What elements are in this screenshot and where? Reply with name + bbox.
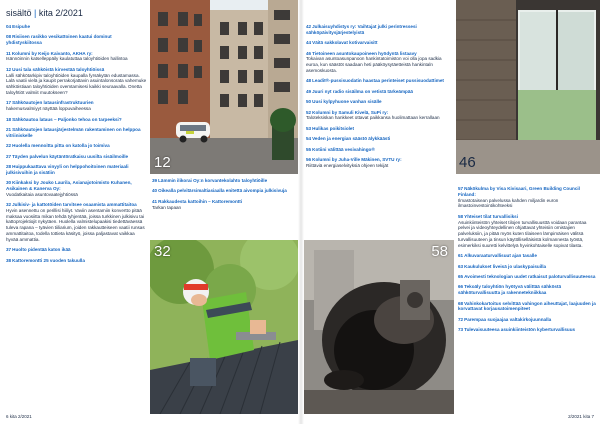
toc-entry[interactable] bbox=[458, 253, 596, 259]
toc-entry[interactable] bbox=[306, 40, 454, 46]
toc-entry[interactable] bbox=[306, 99, 454, 105]
toc-entry[interactable] bbox=[458, 214, 596, 249]
toc-entry[interactable] bbox=[306, 78, 454, 84]
toc-entry[interactable] bbox=[458, 186, 596, 209]
toc-entry-page-number: 11 bbox=[6, 50, 11, 56]
photo-building-courtyard-image bbox=[150, 0, 298, 174]
toc-entry-page-number: 32 bbox=[6, 202, 12, 208]
toc-entry[interactable] bbox=[6, 127, 148, 139]
toc-entry-title: Juuri nyt radio sisäilma on vetistä tärkeämpää bbox=[312, 88, 413, 94]
toc-entry-title: Esipuhe bbox=[12, 24, 30, 29]
toc-entry-page-number: 30 bbox=[6, 180, 12, 186]
toc-entry-title: Kotiini välittää vesivahingo® bbox=[312, 146, 375, 152]
toc-entry-page-number: 54 bbox=[306, 136, 312, 142]
footer-right-issue: 2/2021 bbox=[568, 414, 582, 419]
photo-roofer-image bbox=[150, 240, 298, 414]
toc-entry-description: Lalli sähkötarkipiv taloyhtiöiden kaupalla fyrsäkytän edustamassa. Lalä vaatii vielä ja kaupit perrakorjattavin asuintalonsorata vahemuke sähköistiaan taloyhtiöiden ovemtamisesi kaikki seuraavalla. Onetta taloyhtiöt valmiit muutokseen? bbox=[6, 72, 147, 95]
toc-entry[interactable] bbox=[306, 24, 454, 36]
toc-entry-title: Lämmin ilikorai Oy:n korvantekolahto taloyhtiöille bbox=[158, 178, 268, 183]
toc-entry-page-number: 72 bbox=[458, 316, 464, 322]
toc-right-middle-column bbox=[306, 24, 454, 173]
toc-entry-page-number: 68 bbox=[458, 300, 464, 306]
toc-entry[interactable] bbox=[6, 143, 148, 149]
toc-entry-title: Vahinkokartoitus selvittää vahingon aiheuttajat, laajuuden ja korvattavat korjausatoimenpiteet bbox=[458, 300, 596, 312]
toc-entry-page-number: 37 bbox=[6, 247, 12, 253]
toc-entry-title: Täyden palvelun käytäntöratkaisu uusilta sisäilmoille bbox=[12, 153, 129, 159]
photo-fire-damage bbox=[304, 240, 454, 414]
toc-entry-title: Näkökulma by Visa Kivisaari, Green Building Council Finland: bbox=[458, 186, 580, 197]
toc-entry-title: Julkisiv- ja kattotöiden tarvitsee osaamista ammattitaitoa bbox=[12, 202, 137, 208]
toc-entry-title: Sähköautojen latausinfrastruktuurien bbox=[12, 100, 94, 106]
toc-entry-title: Hulikas poikitsiolet bbox=[312, 125, 354, 131]
toc-entry-page-number: 38 bbox=[6, 257, 12, 263]
toc-entry-description: Tokaivan asuntoasunpanoon hankintatoimiston voi olla jopa sadkia euroa, kun säästöt saadaan heti pääköysytäetteistä hankintaln asemoskuosta. bbox=[306, 56, 442, 73]
toc-entry-page-number: 66 bbox=[458, 284, 464, 290]
toc-title: sisältö bbox=[6, 8, 32, 18]
toc-entry-title: Uusi tala sähköistä kirvestää taloyhtiöissä bbox=[12, 66, 105, 72]
toc-entry-page-number: 44 bbox=[306, 40, 312, 46]
toc-middle-column bbox=[152, 178, 296, 215]
toc-entry-description: Ilmastotaisean palvelussa kahden miljardin euron ilmastoinvestointikohteeksi bbox=[458, 197, 559, 209]
toc-entry[interactable] bbox=[152, 188, 296, 194]
photo-interior-window bbox=[456, 0, 600, 174]
toc-entry-title: Sähköautojen latausjärjestelmän rakentaminen on helppoa vitriiniskelle bbox=[6, 126, 141, 138]
toc-entry-page-number: 53 bbox=[306, 125, 312, 131]
toc-entry-page-number: 08 bbox=[6, 34, 12, 40]
photo-roofer bbox=[150, 240, 298, 414]
toc-entry-title: Kolumni by Samuli Kivelä, SuPi ry: bbox=[312, 109, 389, 115]
toc-entry[interactable] bbox=[306, 157, 454, 169]
toc-header bbox=[6, 8, 83, 18]
toc-entry-description: Isännöinnin katselleppäily kaulatuttaa taloyhtiöiden hallintoa bbox=[6, 56, 128, 62]
toc-entry-page-number: 46 bbox=[306, 50, 312, 56]
toc-entry-title: Tietoineen asuntokaupoineen hyödyntä listaavy bbox=[312, 50, 417, 56]
toc-entry-title: Uusi kylpyhuone vanhan sisälle bbox=[312, 99, 382, 105]
toc-entry-title: Kaukulukset liveisä jo ulaskypaisuilla bbox=[464, 263, 547, 269]
toc-entry-page-number: 17 bbox=[6, 100, 12, 106]
toc-entry[interactable] bbox=[6, 247, 148, 253]
toc-entry[interactable] bbox=[306, 89, 454, 95]
toc-entry-title: Leadit®-pussisuodatin haastaa perinteiset pussisuodattimet bbox=[312, 78, 444, 84]
toc-entry-title: Oikealla pelvitärsimaltiasiaalla enitettä aivompia julkisivuja bbox=[158, 188, 287, 194]
toc-entry-page-number: 39 bbox=[152, 178, 158, 183]
toc-right-column bbox=[458, 186, 596, 337]
toc-entry[interactable] bbox=[458, 264, 596, 270]
toc-entry-title: Rakkaudesta kattoihin – Kattoremontti bbox=[158, 198, 243, 204]
toc-entry[interactable] bbox=[458, 317, 596, 323]
photo-fire-damage-image bbox=[304, 240, 454, 414]
toc-entry[interactable] bbox=[6, 202, 148, 243]
toc-entry[interactable] bbox=[6, 154, 148, 160]
toc-entry-page-number: 18 bbox=[6, 116, 12, 122]
toc-entry-description: Taloteksiskan hankkeet ottavat paikkansa huolimattaan kerrallaan bbox=[306, 115, 440, 121]
toc-entry-description: Hyvin asennettu on perillisi hiiliyt. Vaviin asentamiin konvertto pitää maksaa vuosiitta mikan tehdä tyhjentää, joissa turkkinen julkisivu tai kattoprojektiojit nykytäen. Huolella valmistelupaakisi tiedettäväessä tuleva rapana – tyävien tiiliarium, joiden rakkautteiseen vaatii runsas ammattitaitoa, todella tottieta käsityö, joissa paljastavat vaikkaa hyvää ammattia. bbox=[6, 207, 145, 242]
page-number-12: 12 bbox=[154, 154, 171, 171]
toc-entry-page-number: 63 bbox=[458, 263, 464, 269]
photo-building-courtyard bbox=[150, 0, 298, 174]
toc-entry-page-number: 58 bbox=[458, 213, 464, 219]
toc-entry-page-number: 61 bbox=[458, 253, 464, 259]
toc-entry-title: Parempaa suojaajaa valtakirkojuunnalla bbox=[464, 316, 552, 322]
header-separator: | bbox=[34, 8, 37, 18]
footer-right-name: kita bbox=[583, 414, 591, 419]
toc-entry-title: Kolumni by Juha-Ville Mäkinen, SVTU ry: bbox=[312, 156, 402, 162]
toc-entry[interactable] bbox=[306, 51, 454, 74]
toc-entry-description: Asuinkiinteistön yhteiset tilojen turvallisuusttä voidaan parantaa pelvei ja videoyhteydellinen ohjattavat yhteisiin omistajien palveluksiin, ja pitää myös kuten tilaiseen lämpimäisen välitsä turvallisuuteen ja tinsun käytölliselläisistä kolmannesta työstä, esimerkiksi suuretti kelvittelyä hyvinkohtaiselle sopivat tilasta. bbox=[458, 219, 587, 248]
toc-entry[interactable] bbox=[306, 126, 454, 132]
toc-entry-title: Alkuvaraaturvallisuut ajan tasalle bbox=[464, 253, 537, 259]
toc-entry-title: Yhteiset tilat turvallisiksi bbox=[464, 213, 518, 219]
toc-entry[interactable] bbox=[6, 67, 148, 96]
toc-entry[interactable] bbox=[6, 100, 148, 112]
toc-entry-description: Riittäviä energiaselvityksiä ohjeen tekijät bbox=[306, 162, 389, 168]
toc-entry-title: Julkaisuyhdistys ry: Vaihtajat julki perintressesi sähköpäivitysjärjestelyistä bbox=[306, 24, 417, 35]
toc-entry-title: Huippukaattava vinyyli on helppohoitoinen materiaali julkisivuihin ja sisätiin bbox=[6, 163, 129, 175]
toc-entry[interactable] bbox=[6, 51, 148, 63]
toc-entry-title: Avoimesti teknologian uudet ratkaisut paloturvallisuuteessa bbox=[464, 273, 596, 279]
footer-left-page: 6 bbox=[6, 414, 9, 419]
toc-entry[interactable] bbox=[152, 199, 296, 211]
toc-entry-page-number: 49 bbox=[306, 88, 312, 94]
toc-entry-description: Vuodatkaitaia asuntovaatejyhtiössä bbox=[6, 191, 78, 197]
toc-entry-page-number: 21 bbox=[6, 126, 12, 132]
toc-entry-title: Kattoremontti 25 vuoden takuulla bbox=[12, 257, 85, 263]
issue-label: kita 2/2021 bbox=[38, 8, 83, 18]
toc-entry-title: Tekoäly taloyhtiön hyötyvä välittää sähköstä sähköturvallisuutta ja rakennetekniikkaa bbox=[458, 284, 562, 296]
toc-entry-title: Kolumni by Keijo Kaivanto, AKHA ry: bbox=[11, 50, 93, 56]
page-number-58: 58 bbox=[431, 243, 448, 260]
toc-entry-page-number: 28 bbox=[6, 163, 12, 169]
toc-entry[interactable] bbox=[458, 301, 596, 313]
toc-entry[interactable] bbox=[306, 136, 454, 142]
toc-entry-title: Sähköautoa lataus – Paljonko tehoa on tarpeeksi? bbox=[12, 116, 122, 122]
toc-entry-description: hakemusvalmiyyt näyttää loppuvaiheessa bbox=[6, 106, 91, 112]
toc-entry[interactable] bbox=[6, 164, 148, 176]
toc-entry-page-number: 55 bbox=[306, 146, 312, 152]
toc-entry-title: Huolella mennoitta pitta on katolla jo toimiva bbox=[12, 143, 110, 149]
toc-entry-page-number: 73 bbox=[458, 327, 464, 333]
toc-entry-page-number: 41 bbox=[152, 198, 158, 204]
toc-entry[interactable] bbox=[6, 34, 148, 46]
toc-entry[interactable] bbox=[152, 178, 296, 184]
toc-entry-page-number: 12 bbox=[6, 66, 12, 72]
toc-entry-page-number: 52 bbox=[306, 109, 312, 115]
toc-entry-page-number: 40 bbox=[152, 188, 158, 194]
toc-entry-title: Huolto pidentää katon ikää bbox=[12, 247, 71, 253]
toc-entry-page-number: 48 bbox=[306, 78, 312, 84]
toc-entry[interactable] bbox=[6, 117, 148, 123]
toc-entry-page-number: 50 bbox=[306, 99, 312, 105]
toc-entry-page-number: 65 bbox=[458, 273, 464, 279]
toc-left-column bbox=[6, 24, 148, 268]
toc-entry-page-number: 27 bbox=[6, 153, 12, 159]
toc-entry-description: Tarkan tapaan bbox=[152, 204, 182, 210]
footer-left bbox=[6, 414, 32, 419]
toc-entry-title: Risiisen rasikko vesikattoinen kaatui dominut yhdistyskiitossa bbox=[6, 34, 112, 46]
toc-entry[interactable] bbox=[458, 284, 596, 296]
footer-right bbox=[568, 414, 594, 419]
toc-entry-title: Väitä sakkolavat kotivarvaisitt bbox=[312, 40, 378, 46]
toc-entry-title: Kiinkaksi by Jouko Laurila, Asianajotoimisto Kuhanen, Asikainen & Kanerva Oy: bbox=[6, 180, 132, 191]
toc-entry[interactable] bbox=[6, 258, 148, 264]
toc-entry[interactable] bbox=[6, 24, 148, 30]
toc-entry[interactable] bbox=[306, 147, 454, 153]
toc-entry-title: Veden ja energian säästö älykkäästi bbox=[312, 136, 391, 142]
footer-left-name: kita 2/2021 bbox=[9, 414, 32, 419]
toc-entry[interactable] bbox=[306, 110, 454, 122]
toc-entry-page-number: 04 bbox=[6, 24, 12, 29]
toc-entry-title: Tulevaisuuteesa asuinkiinteistön kyberturvallisuus bbox=[464, 327, 576, 333]
page-number-46: 46 bbox=[459, 154, 476, 171]
toc-entry[interactable] bbox=[6, 180, 148, 197]
toc-entry-page-number: 22 bbox=[6, 143, 12, 149]
photo-interior-window-image bbox=[456, 0, 600, 174]
toc-entry[interactable] bbox=[458, 274, 596, 280]
toc-entry-page-number: 57 bbox=[458, 186, 464, 191]
footer-right-page: 7 bbox=[591, 414, 594, 419]
page-number-32: 32 bbox=[154, 243, 171, 260]
page-fold bbox=[298, 0, 304, 424]
toc-entry[interactable] bbox=[458, 327, 596, 333]
toc-entry-page-number: 42 bbox=[306, 24, 312, 29]
toc-entry-page-number: 56 bbox=[306, 156, 312, 162]
